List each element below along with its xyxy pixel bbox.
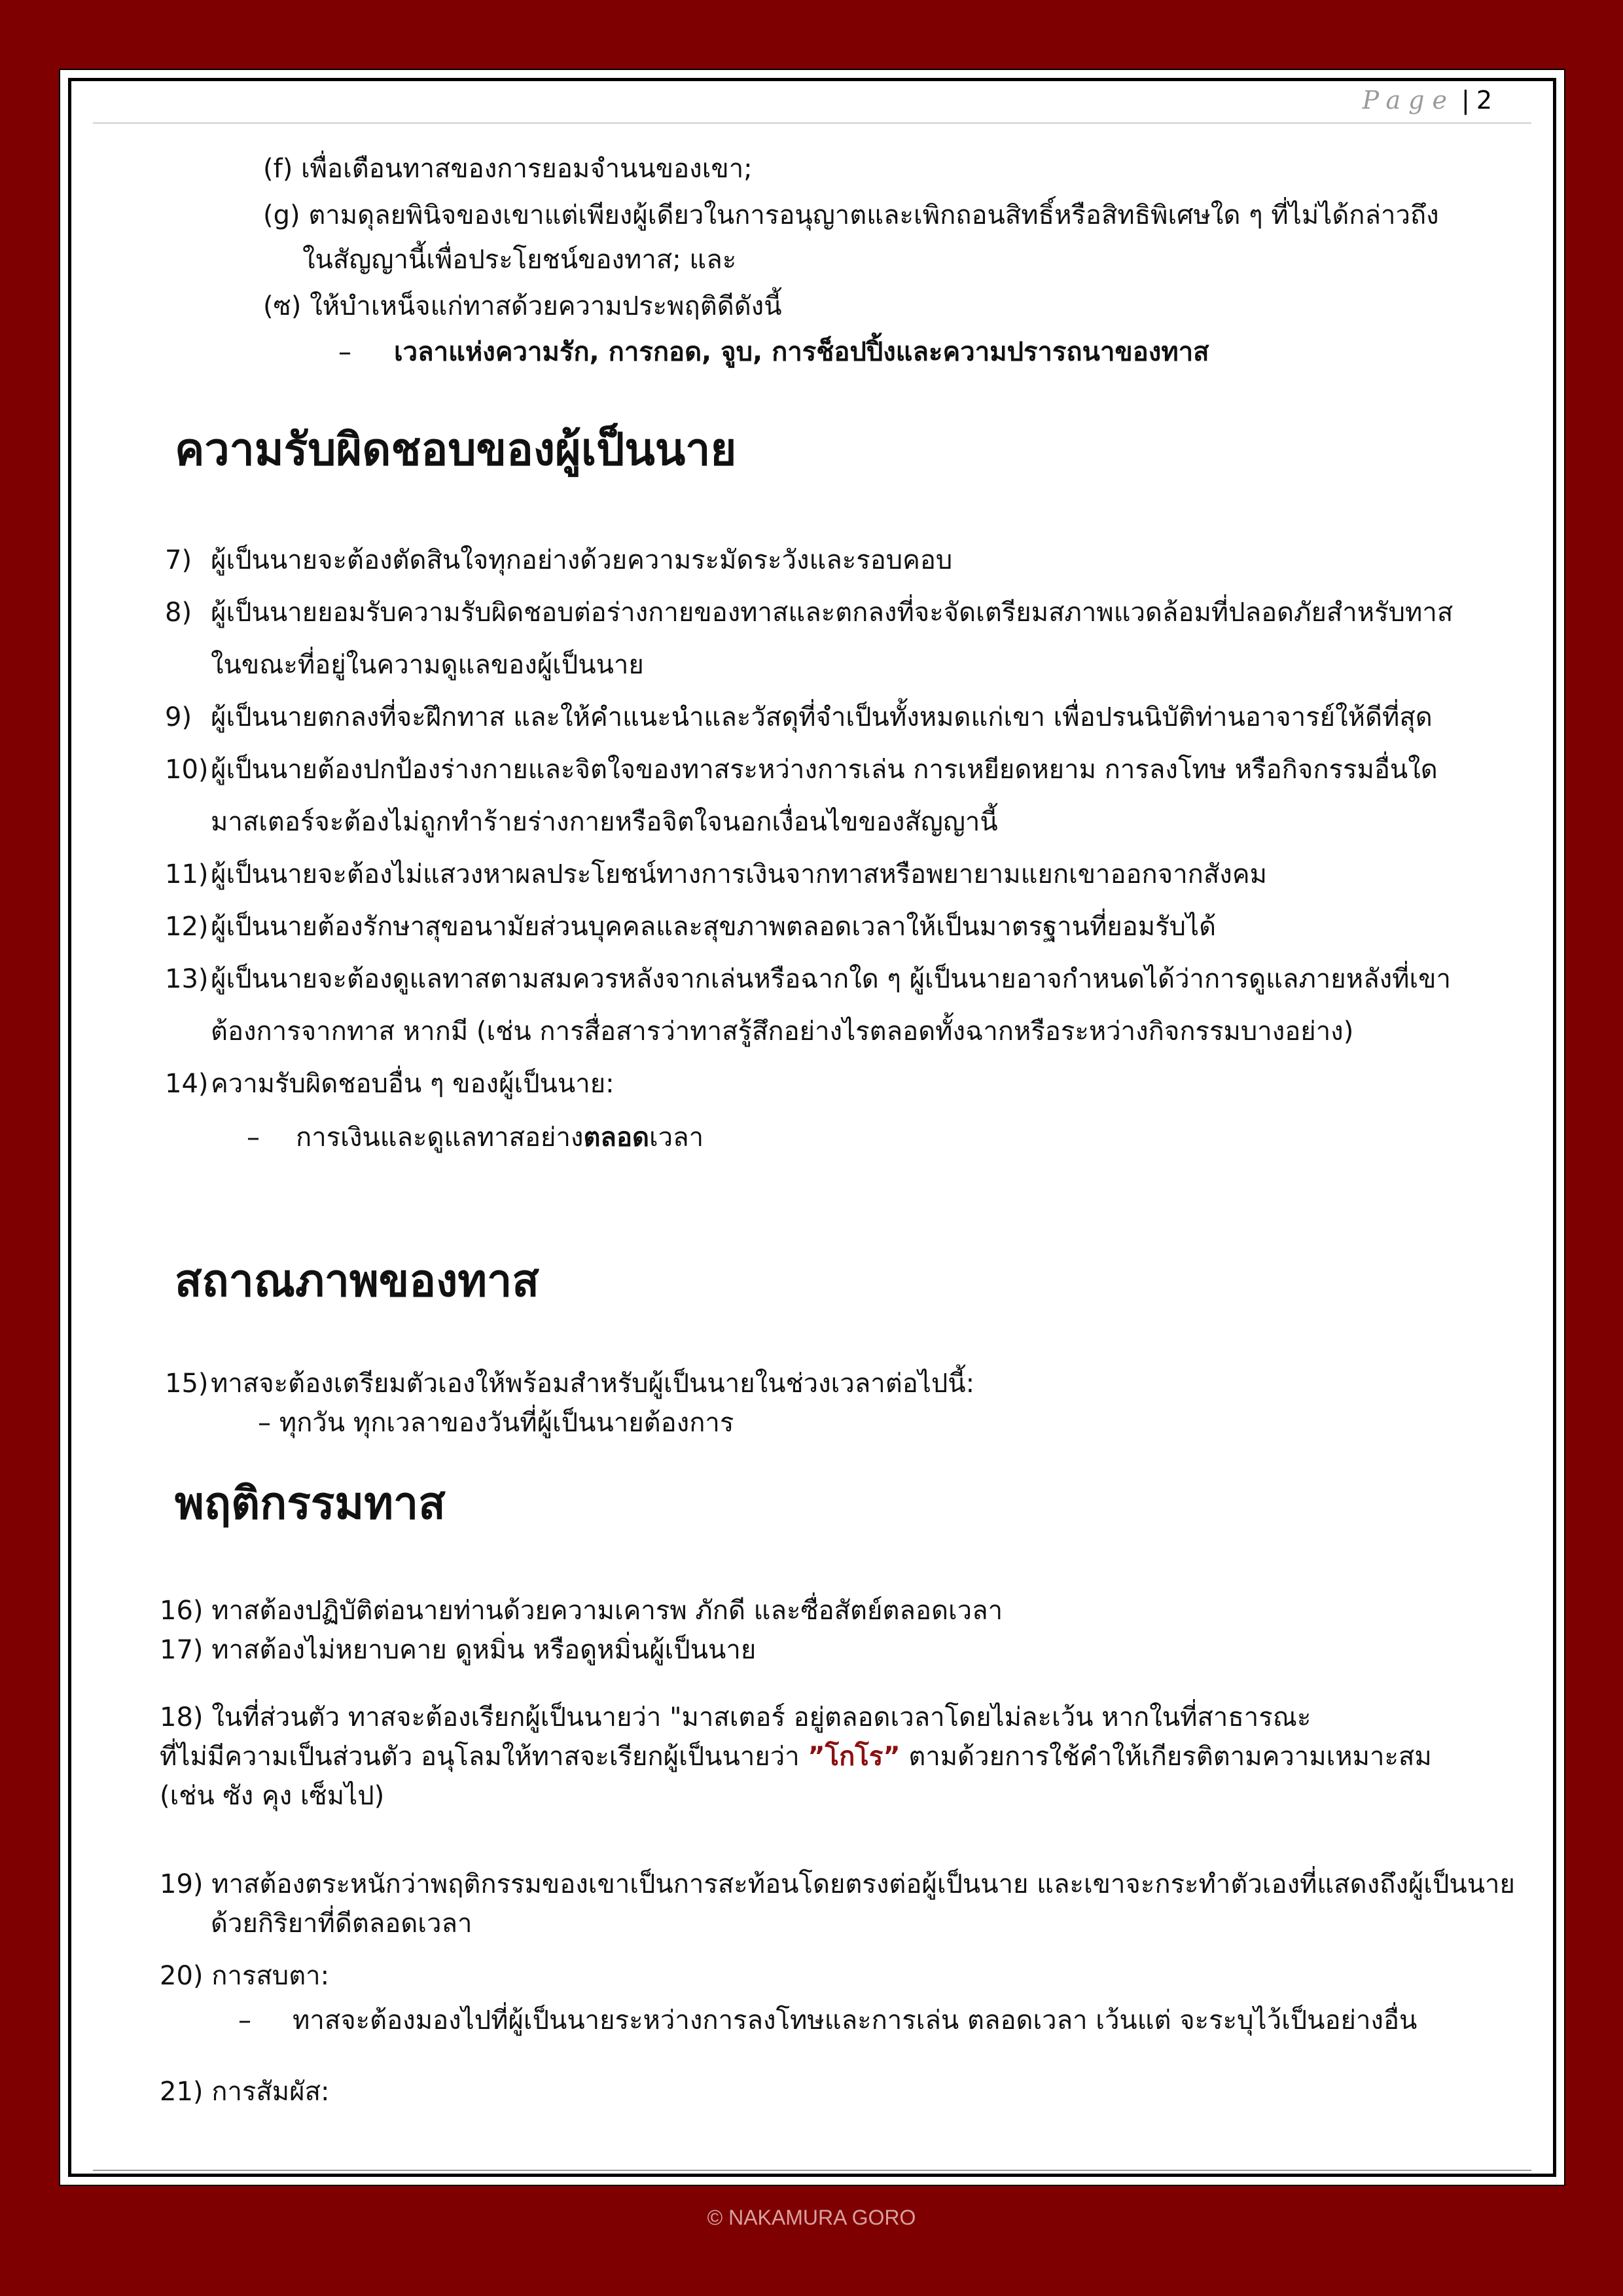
sub-item-emphasis: ตลอด	[583, 1122, 649, 1153]
list-item: ผู้เป็นนายต้องปกป้องร่างกายและจิตใจของทาสระหว่างการเล่น การเหยียดหยาม การลงโทษ หรือกิจกรรมอื่นใด	[211, 755, 1438, 785]
list-item: ความรับผิดชอบอื่น ๆ ของผู้เป็นนาย:	[211, 1069, 615, 1099]
list-item-num: 8)	[165, 598, 192, 628]
list-item: ผู้เป็นนายจะต้องไม่แสวงหาผลประโยชน์ทางการเงินจากทาสหรือพยายามแยกเขาออกจากสังคม	[211, 859, 1267, 889]
list-item: 17) ทาสต้องไม่หยาบคาย ดูหมิ่น หรือดูหมิ่นผู้เป็นนาย	[160, 1635, 757, 1665]
footer-rule	[93, 2170, 1531, 2171]
clause-f: (f) เพื่อเตือนทาสของการยอมจำนนของเขา;	[263, 154, 753, 184]
list-item-num: 13)	[165, 964, 209, 994]
list-item-num: 15)	[165, 1369, 209, 1399]
clause-h-bullet: เวลาแห่งความรัก, การกอด, จูบ, การช็อปปิ้งและความปรารถนาของทาส	[394, 337, 1209, 367]
list-item-continuation: ต้องการจากทาส หากมี (เช่น การสื่อสารว่าทาสรู้สึกอย่างไรตลอดทั้งฉากหรือระหว่างกิจกรรมบางอย่าง)	[211, 1016, 1354, 1047]
page-number: 2	[1476, 86, 1492, 115]
list-item-continuation: (เช่น ซัง คุง เซ็มไป)	[160, 1781, 385, 1811]
list-item: 19) ทาสต้องตระหนักว่าพฤติกรรมของเขาเป็นการสะท้อนโดยตรงต่อผู้เป็นนาย และเขาจะกระทำตัวเองที่แสดงถึงผู้เป็นนาย	[160, 1869, 1515, 1899]
page-border	[68, 78, 1556, 2177]
list-item-num: 12)	[165, 912, 209, 942]
sub-item: – ทุกวัน ทุกเวลาของวันที่ผู้เป็นนายต้องการ	[258, 1408, 734, 1438]
list-item-num: 9)	[165, 702, 192, 732]
list-item: ผู้เป็นนายต้องรักษาสุขอนามัยส่วนบุคคลและสุขภาพตลอดเวลาให้เป็นมาตรฐานที่ยอมรับได้	[211, 912, 1217, 942]
list-item-num: 7)	[165, 545, 192, 575]
list-item: 20) การสบตา:	[160, 1961, 330, 1991]
list-item: ผู้เป็นนายยอมรับความรับผิดชอบต่อร่างกายของทาสและตกลงที่จะจัดเตรียมสภาพแวดล้อมที่ปลอดภัยสำหรับทาส	[211, 598, 1454, 628]
list-item: 18) ในที่ส่วนตัว ทาสจะต้องเรียกผู้เป็นนายว่า "มาสเตอร์ อยู่ตลอดเวลาโดยไม่ละเว้น หากในที่สาธารณะ	[160, 1702, 1311, 1732]
list-item-num: 11)	[165, 859, 209, 889]
list-item: ผู้เป็นนายตกลงที่จะฝึกทาส และให้คำแนะนำและวัสดุที่จำเป็นทั้งหมดแก่เขา เพื่อปรนนิบัติท่านอาจารย์ให้ดีที่สุด	[211, 702, 1433, 732]
clause-g-line2: ในสัญญานี้เพื่อประโยชน์ของทาส; และ	[302, 245, 737, 275]
list-item: 21) การสัมผัส:	[160, 2077, 330, 2107]
section-heading-master-responsibility: ความรับผิดชอบของผู้เป็นนาย	[175, 424, 737, 476]
sub-item-text-end: เวลา	[649, 1122, 704, 1153]
sub-item-dash: –	[247, 1122, 260, 1153]
list-item: ทาสจะต้องเตรียมตัวเองให้พร้อมสำหรับผู้เป็นนายในช่วงเวลาต่อไปนี้:	[211, 1369, 975, 1399]
sub-item: ทาสจะต้องมองไปที่ผู้เป็นนายระหว่างการลงโทษและการเล่น ตลอดเวลา เว้นแต่ จะระบุไว้เป็นอย่างอื่น	[293, 2005, 1418, 2036]
sub-item-dash: –	[238, 2005, 251, 2036]
section-heading-slave-behavior: พฤติกรรมทาส	[175, 1478, 446, 1530]
honorific-name: ”โกโร”	[808, 1742, 901, 1772]
list-item-num: 14)	[165, 1069, 209, 1099]
clause-h: (ซ) ให้บำเหน็จแก่ทาสด้วยความประพฤติดีดังนี้	[263, 291, 782, 321]
list-item-text: ที่ไม่มีความเป็นส่วนตัว อนุโลมให้ทาสจะเรียกผู้เป็นนายว่า	[160, 1742, 808, 1772]
clause-h-dash: –	[338, 337, 351, 367]
sub-item-text: การเงินและดูแลทาสอย่าง	[296, 1122, 584, 1153]
list-item: ผู้เป็นนายจะต้องตัดสินใจทุกอย่างด้วยความระมัดระวังและรอบคอบ	[211, 545, 953, 575]
page-separator: |	[1461, 86, 1470, 115]
section-heading-slave-status: สถาณภาพของทาส	[175, 1255, 539, 1307]
clause-g-line1: (g) ตามดุลยพินิจของเขาแต่เพียงผู้เดียวในการอนุญาตและเพิกถอนสิทธิ์หรือสิทธิพิเศษใด ๆ ที่ไม่ได้กล่าวถึง	[263, 200, 1439, 230]
page-header	[1363, 86, 1492, 115]
list-item: ผู้เป็นนายจะต้องดูแลทาสตามสมควรหลังจากเล่นหรือฉากใด ๆ ผู้เป็นนายอาจกำหนดได้ว่าการดูแลภายหลังที่เขา	[211, 964, 1451, 994]
list-item-continuation: ด้วยกิริยาที่ดีตลอดเวลา	[211, 1909, 473, 1939]
sub-item	[296, 1122, 704, 1153]
list-item-text-end: ตามด้วยการใช้คำให้เกียรติตามความเหมาะสม	[900, 1742, 1432, 1772]
page-word: Page	[1362, 86, 1455, 115]
header-rule	[93, 122, 1531, 124]
copyright-footer: © NAKAMURA GORO	[707, 2206, 916, 2229]
list-item-continuation: ในขณะที่อยู่ในความดูแลของผู้เป็นนาย	[211, 650, 644, 680]
document-page	[59, 69, 1565, 2186]
list-item-continuation	[160, 1741, 1432, 1772]
list-item-continuation: มาสเตอร์จะต้องไม่ถูกทำร้ายร่างกายหรือจิตใจนอกเงื่อนไขของสัญญานี้	[211, 807, 998, 837]
list-item: 16) ทาสต้องปฏิบัติต่อนายท่านด้วยความเคารพ ภักดี และซื่อสัตย์ตลอดเวลา	[160, 1596, 1003, 1626]
list-item-num: 10)	[165, 755, 209, 785]
